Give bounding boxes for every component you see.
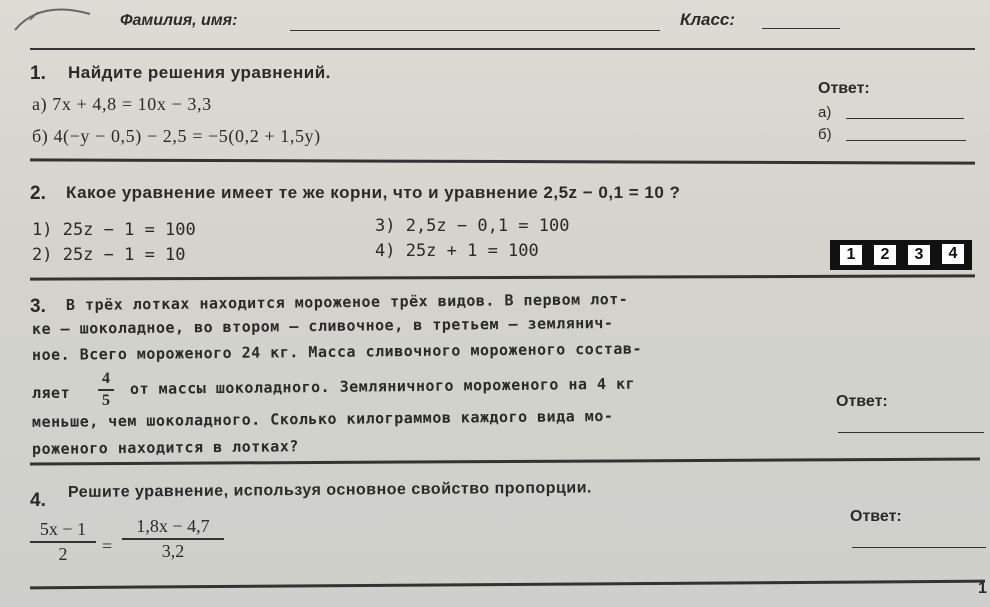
q3-fraction-numerator: 4: [102, 370, 110, 387]
q2-answer-box-4[interactable]: 4: [940, 242, 966, 266]
name-field[interactable]: [290, 30, 660, 31]
q2-option-3: 3) 2,5z − 0,1 = 100: [375, 216, 570, 236]
q1-equation-a: а) 7x + 4,8 = 10x − 3,3: [32, 94, 212, 114]
q3-line-4b: от массы шоколадного. Земляничного мороженого на 4 кг: [129, 374, 636, 398]
q1-equation-b: б) 4(−y − 0,5) − 2,5 = −5(0,2 + 1,5y): [32, 126, 321, 146]
q2-answer-box-1[interactable]: 1: [838, 243, 864, 267]
q4-left-denominator: 2: [58, 543, 68, 564]
q2-answer-boxes: [830, 240, 972, 270]
q4-left-numerator: 5x − 1: [39, 519, 87, 539]
page-number: 1: [978, 580, 987, 597]
q2-option-1: 1) 25z − 1 = 100: [32, 220, 196, 240]
q2-option-4: 4) 25z + 1 = 100: [375, 241, 539, 261]
q3-number: 3.: [30, 296, 46, 317]
q4-number: 4.: [30, 490, 46, 511]
q3-fraction: [98, 370, 114, 410]
q3-answer-title: Ответ:: [836, 393, 888, 410]
q1-answer-b-label: б): [818, 126, 832, 143]
q1-answer-title: Ответ:: [818, 80, 870, 97]
divider-top: [30, 48, 975, 50]
q3-fraction-bar: [98, 389, 114, 391]
q4-answer-title: Ответ:: [850, 508, 902, 525]
q1-answer-a-field[interactable]: [846, 118, 964, 119]
q3-answer-field[interactable]: [838, 432, 984, 433]
q3-line-6: роженого находится в лотках?: [31, 437, 299, 458]
q4-right-fraction: [122, 516, 224, 562]
q3-line-1: В трёх лотках находится мороженое трёх видов. В первом лот-: [65, 290, 629, 314]
q4-right-fraction-bar: [122, 538, 224, 540]
q3-line-4a: ляет: [32, 384, 71, 402]
q3-line-2: ке — шоколадное, во втором — сливочное, в третьем — землянич-: [31, 313, 614, 338]
divider-q2: [30, 274, 975, 280]
q1-number: 1.: [30, 63, 46, 84]
q3-line-5: меньше, чем шоколадного. Сколько килограммов каждого вида мо-: [31, 406, 614, 431]
q2-text: Какое уравнение имеет те же корни, что и уравнение 2,5z − 0,1 = 10 ?: [66, 183, 681, 202]
q4-left-fraction-bar: [30, 541, 96, 543]
name-label: Фамилия, имя:: [120, 12, 238, 29]
q4-text: Решите уравнение, используя основное свойство пропорции.: [67, 479, 593, 501]
q2-answer-box-3[interactable]: 3: [906, 243, 932, 267]
q4-left-fraction: [30, 519, 96, 565]
q4-right-numerator: 1,8x − 4,7: [136, 516, 210, 536]
q2-option-2: 2) 25z − 1 = 10: [32, 245, 186, 265]
q3-line-3: ное. Всего мороженого 24 кг. Масса сливочного мороженого состав-: [31, 339, 643, 364]
q1-answer-a-label: а): [818, 104, 832, 121]
divider-q1: [30, 158, 975, 164]
q1-answer-b-field[interactable]: [846, 140, 966, 141]
q2-answer-box-2[interactable]: 2: [872, 243, 898, 267]
q4-answer-field[interactable]: [852, 547, 986, 548]
divider-q3: [30, 458, 980, 466]
class-label: Класс:: [680, 10, 736, 29]
corner-decoration-icon: [10, 0, 100, 34]
divider-q4: [30, 580, 985, 590]
class-field[interactable]: [762, 28, 840, 29]
q4-equals-sign: =: [102, 536, 113, 556]
q1-text: Найдите решения уравнений.: [68, 63, 331, 82]
q3-fraction-denominator: 5: [102, 391, 110, 409]
q2-number: 2.: [30, 183, 46, 204]
q4-right-denominator: 3,2: [161, 540, 185, 561]
